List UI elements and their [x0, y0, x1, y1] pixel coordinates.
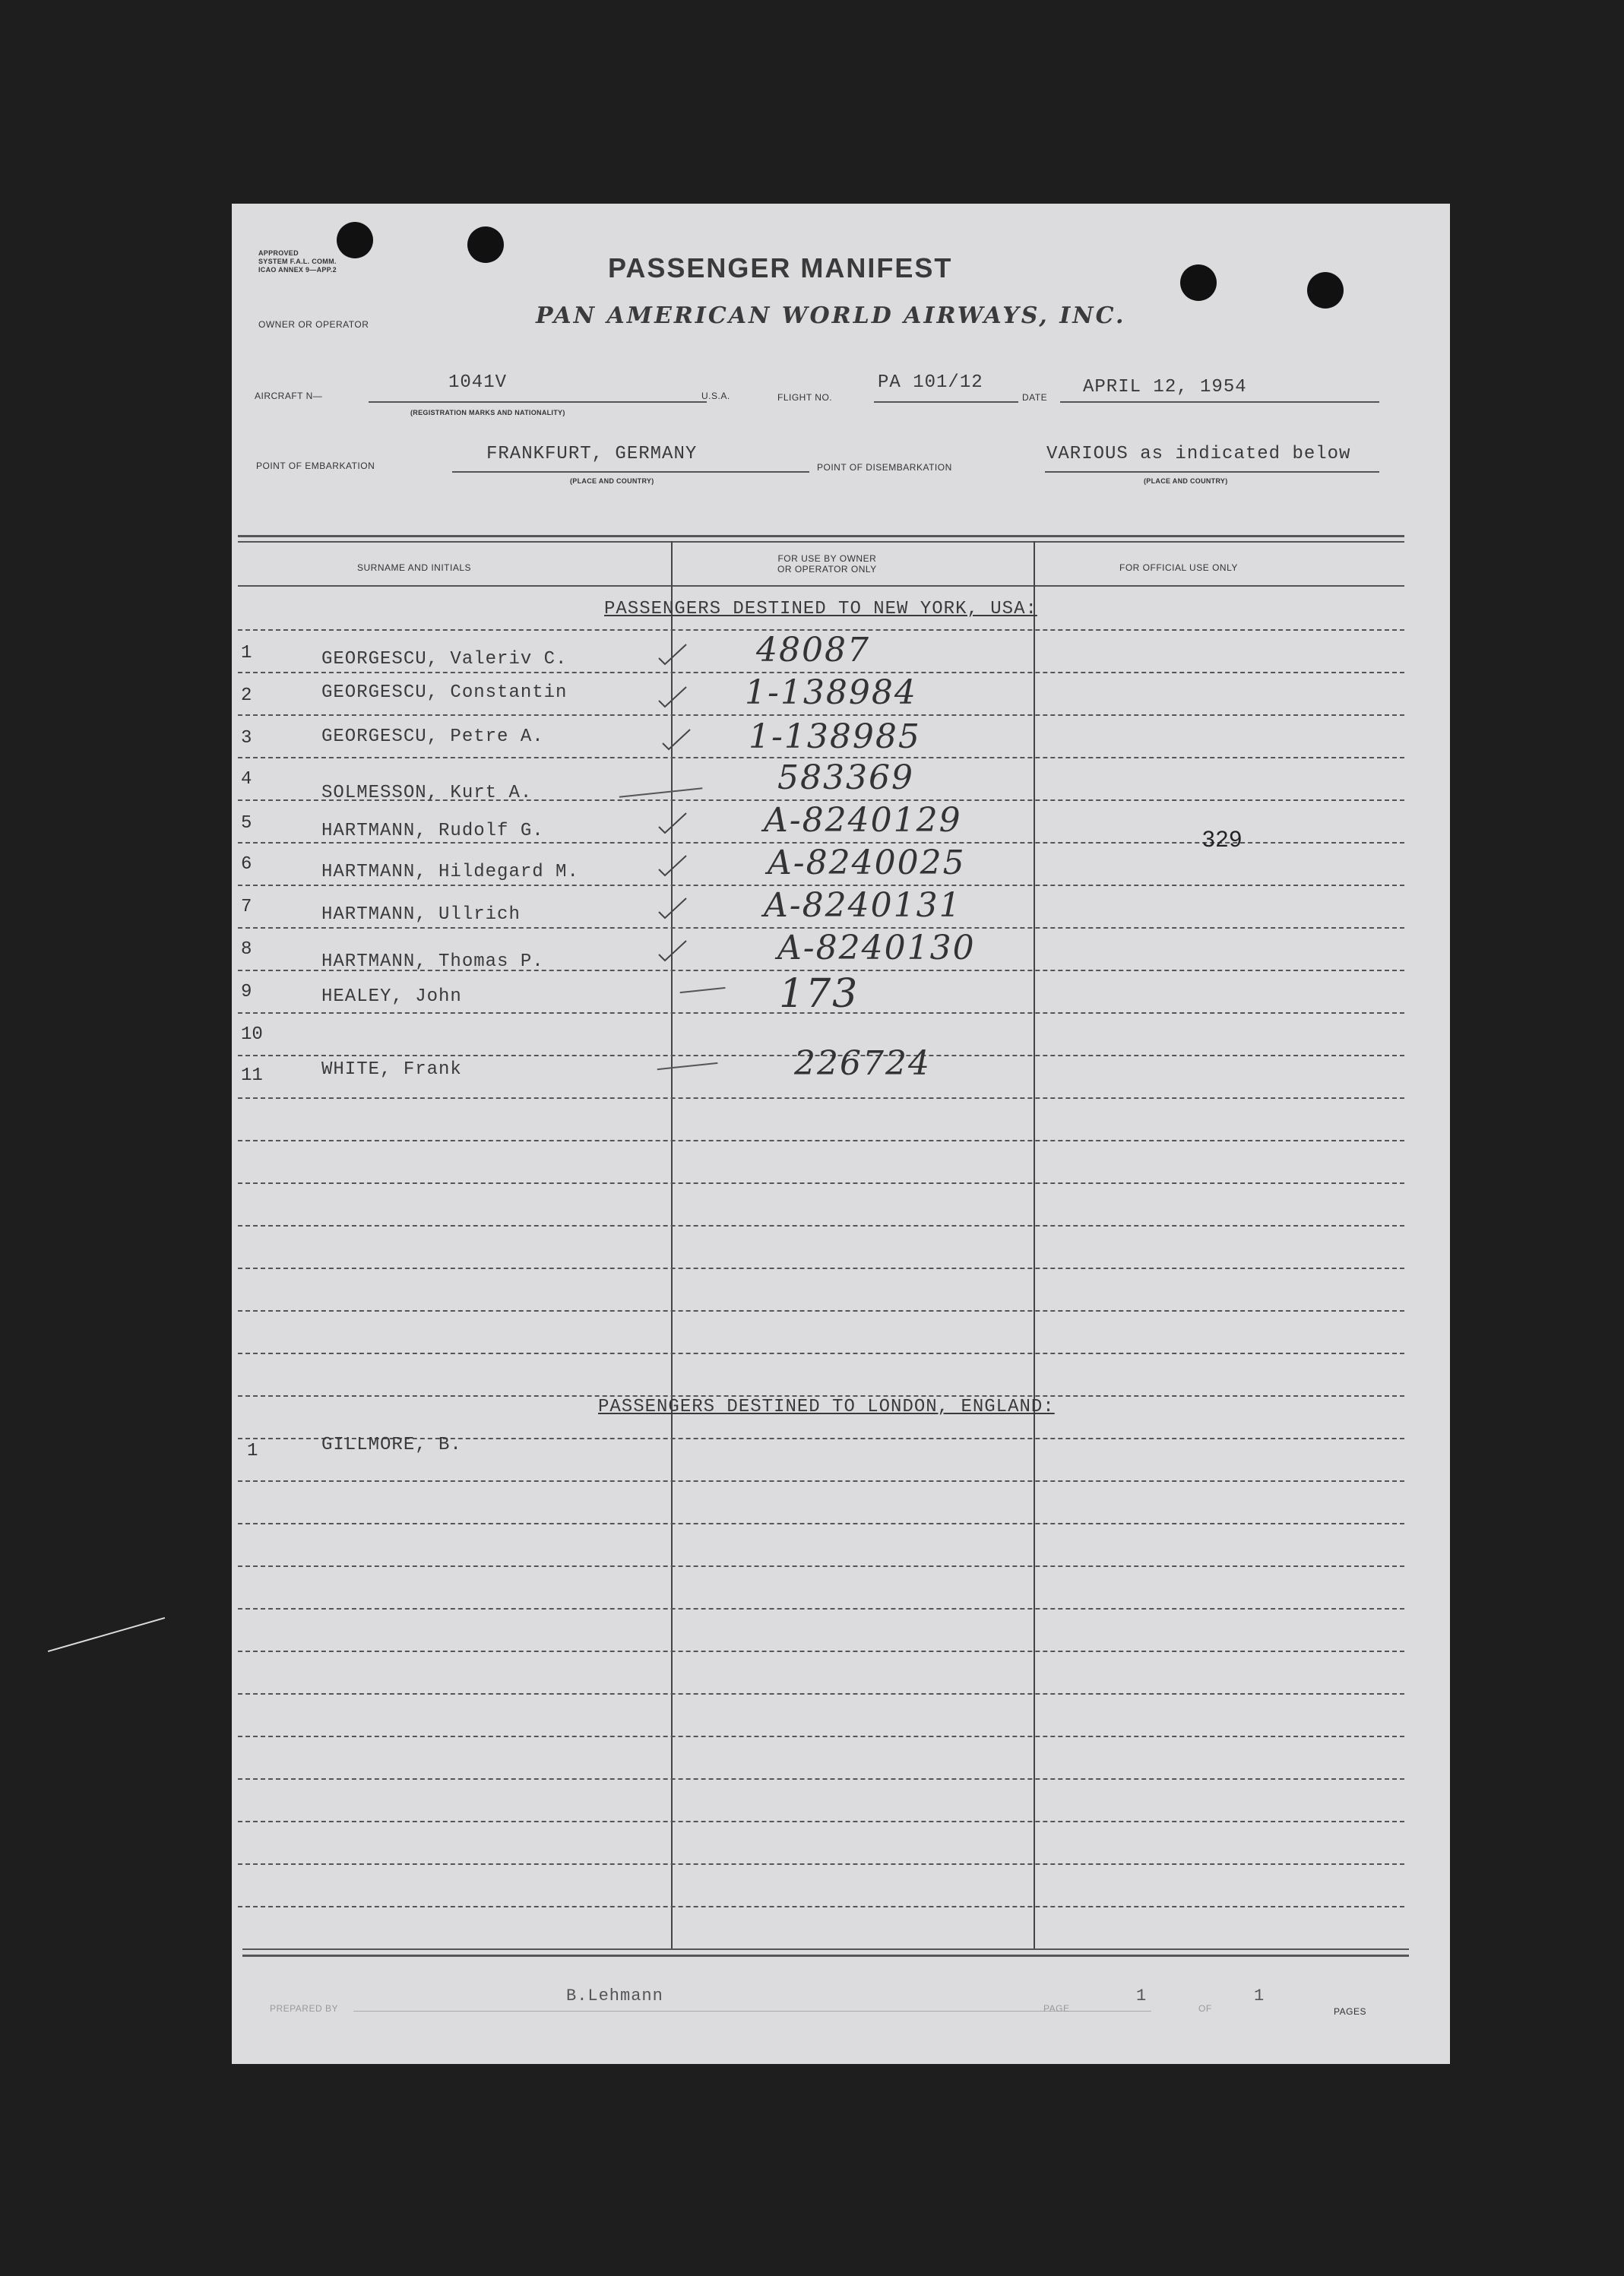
row-number: 4	[241, 769, 252, 790]
aircraft-value: 1041V	[448, 372, 508, 393]
row-rule	[238, 714, 1404, 716]
prepared-by-value: B.Lehmann	[566, 1986, 663, 2005]
flight-underline	[874, 401, 1018, 403]
row-number: 8	[241, 939, 252, 960]
official-value: 329	[1202, 827, 1243, 852]
passenger-name: HARTMANN, Ullrich	[321, 904, 521, 925]
passenger-name: GEORGESCU, Petre A.	[321, 726, 544, 747]
passenger-name: HARTMANN, Hildegard M.	[321, 862, 579, 882]
of-value: 1	[1254, 1986, 1265, 2005]
punch-hole	[1180, 264, 1217, 301]
scratch-mark	[680, 987, 727, 999]
table-header-rule	[238, 585, 1404, 587]
passenger-name: WHITE, Frank	[321, 1059, 462, 1080]
table-top-rule	[238, 535, 1404, 537]
prepared-underline	[353, 2011, 1151, 2012]
row-rule	[238, 1182, 1404, 1184]
row-rule	[238, 1608, 1404, 1610]
ticket-code: 583369	[777, 758, 914, 797]
passenger-name: GEORGESCU, Constantin	[321, 682, 568, 703]
row-number: 5	[241, 813, 252, 834]
passenger-name: SOLMESSON, Kurt A.	[321, 783, 533, 803]
disembarkation-sub: (PLACE AND COUNTRY)	[1144, 477, 1228, 485]
owner-operator-label: OWNER OR OPERATOR	[258, 319, 369, 330]
ny-section-heading: PASSENGERS DESTINED TO NEW YORK, USA:	[604, 599, 1037, 619]
flight-value: PA 101/12	[878, 372, 983, 393]
check-mark-icon	[661, 728, 692, 751]
disembarkation-value: VARIOUS as indicated below	[1046, 444, 1351, 464]
scratch-mark	[619, 787, 703, 803]
check-mark-icon	[657, 939, 688, 962]
check-mark-icon	[657, 685, 688, 708]
check-mark-icon	[657, 897, 688, 920]
approval-line: SYSTEM F.A.L. COMM.	[258, 258, 337, 265]
embarkation-sub: (PLACE AND COUNTRY)	[570, 477, 654, 485]
film-scratch	[48, 1617, 165, 1652]
embarkation-value: FRANKFURT, GERMANY	[486, 444, 698, 464]
surname-header: SURNAME AND INITIALS	[357, 562, 472, 573]
page-label: PAGE	[1043, 2003, 1070, 2014]
row-rule	[238, 1651, 1404, 1652]
date-label: DATE	[1022, 392, 1048, 403]
approval-line: ICAO ANNEX 9—APP.2	[258, 266, 337, 274]
row-number: 6	[241, 854, 252, 875]
ticket-code: A-8240131	[764, 886, 962, 925]
manifest-paper	[232, 204, 1450, 2064]
row-rule	[238, 1353, 1404, 1354]
row-rule	[238, 1693, 1404, 1695]
check-mark-icon	[657, 643, 688, 666]
passenger-name: GEORGESCU, Valeriv C.	[321, 649, 568, 670]
row-rule	[238, 1523, 1404, 1524]
airline-name: PAN AMERICAN WORLD AIRWAYS, INC.	[536, 302, 1126, 329]
pages-label: PAGES	[1334, 2006, 1366, 2017]
row-number: 1	[241, 643, 252, 663]
punch-hole	[467, 226, 504, 263]
date-value: APRIL 12, 1954	[1083, 377, 1247, 397]
ticket-code: 48087	[756, 631, 870, 670]
table-bottom-rule	[242, 1955, 1409, 1957]
row-rule	[238, 1863, 1404, 1865]
ticket-code: 173	[779, 971, 859, 1017]
punch-hole	[1307, 272, 1344, 309]
london-section-heading: PASSENGERS DESTINED TO LONDON, ENGLAND:	[598, 1397, 1055, 1417]
row-number: 7	[241, 897, 252, 917]
row-number: 3	[241, 728, 252, 749]
owner-use-header	[777, 553, 877, 575]
usa-label: U.S.A.	[701, 391, 730, 401]
row-number: 10	[241, 1024, 263, 1045]
date-underline	[1060, 401, 1379, 403]
punch-hole	[337, 222, 373, 258]
flight-label: FLIGHT NO.	[777, 392, 833, 403]
row-rule	[238, 1736, 1404, 1737]
disembarkation-underline	[1045, 471, 1379, 473]
passenger-name: HEALEY, John	[321, 986, 462, 1007]
owner-use-header-line: FOR USE BY OWNER	[777, 553, 877, 564]
row-number: 9	[241, 982, 252, 1002]
ticket-code: 226724	[794, 1044, 931, 1083]
row-rule	[238, 1778, 1404, 1780]
row-rule	[238, 1310, 1404, 1312]
check-mark-icon	[657, 812, 688, 834]
row-rule	[238, 1906, 1404, 1907]
row-number: 11	[241, 1065, 263, 1086]
passenger-name: HARTMANN, Thomas P.	[321, 951, 544, 972]
of-label: OF	[1198, 2003, 1212, 2014]
passenger-name: HARTMANN, Rudolf G.	[321, 821, 544, 841]
approval-stamp	[258, 249, 337, 274]
row-rule	[238, 1480, 1404, 1482]
row-rule	[238, 1140, 1404, 1141]
row-rule	[238, 1097, 1404, 1099]
owner-use-header-line: OR OPERATOR ONLY	[777, 564, 877, 575]
aircraft-label: AIRCRAFT N—	[255, 391, 323, 401]
aircraft-underline	[369, 401, 707, 403]
row-rule	[238, 1268, 1404, 1269]
passenger-name: GILLMORE, B.	[321, 1435, 462, 1455]
row-rule	[238, 1821, 1404, 1822]
embarkation-underline	[452, 471, 809, 473]
table-bottom-rule	[242, 1948, 1409, 1950]
form-title: PASSENGER MANIFEST	[608, 252, 953, 283]
official-header: FOR OFFICIAL USE ONLY	[1119, 562, 1238, 573]
column-rule	[1034, 541, 1035, 1948]
aircraft-sub: (REGISTRATION MARKS AND NATIONALITY)	[410, 409, 565, 416]
ticket-code: 1-138985	[749, 717, 921, 756]
row-rule	[238, 1565, 1404, 1567]
table-top-rule	[238, 541, 1404, 543]
scratch-mark	[657, 1062, 719, 1076]
ticket-code: A-8240025	[768, 844, 966, 882]
row-number: 2	[241, 685, 252, 706]
row-number: 1	[247, 1441, 258, 1461]
row-rule	[238, 1225, 1404, 1227]
ticket-code: A-8240130	[777, 929, 976, 967]
prepared-by-label: PREPARED BY	[270, 2003, 338, 2014]
disembarkation-label: POINT OF DISEMBARKATION	[817, 462, 952, 473]
approval-line: APPROVED	[258, 249, 299, 257]
embarkation-label: POINT OF EMBARKATION	[256, 461, 375, 471]
page-value: 1	[1136, 1986, 1148, 2005]
check-mark-icon	[657, 854, 688, 877]
column-rule	[671, 541, 673, 1948]
ticket-code: A-8240129	[764, 801, 962, 840]
ticket-code: 1-138984	[745, 673, 917, 712]
